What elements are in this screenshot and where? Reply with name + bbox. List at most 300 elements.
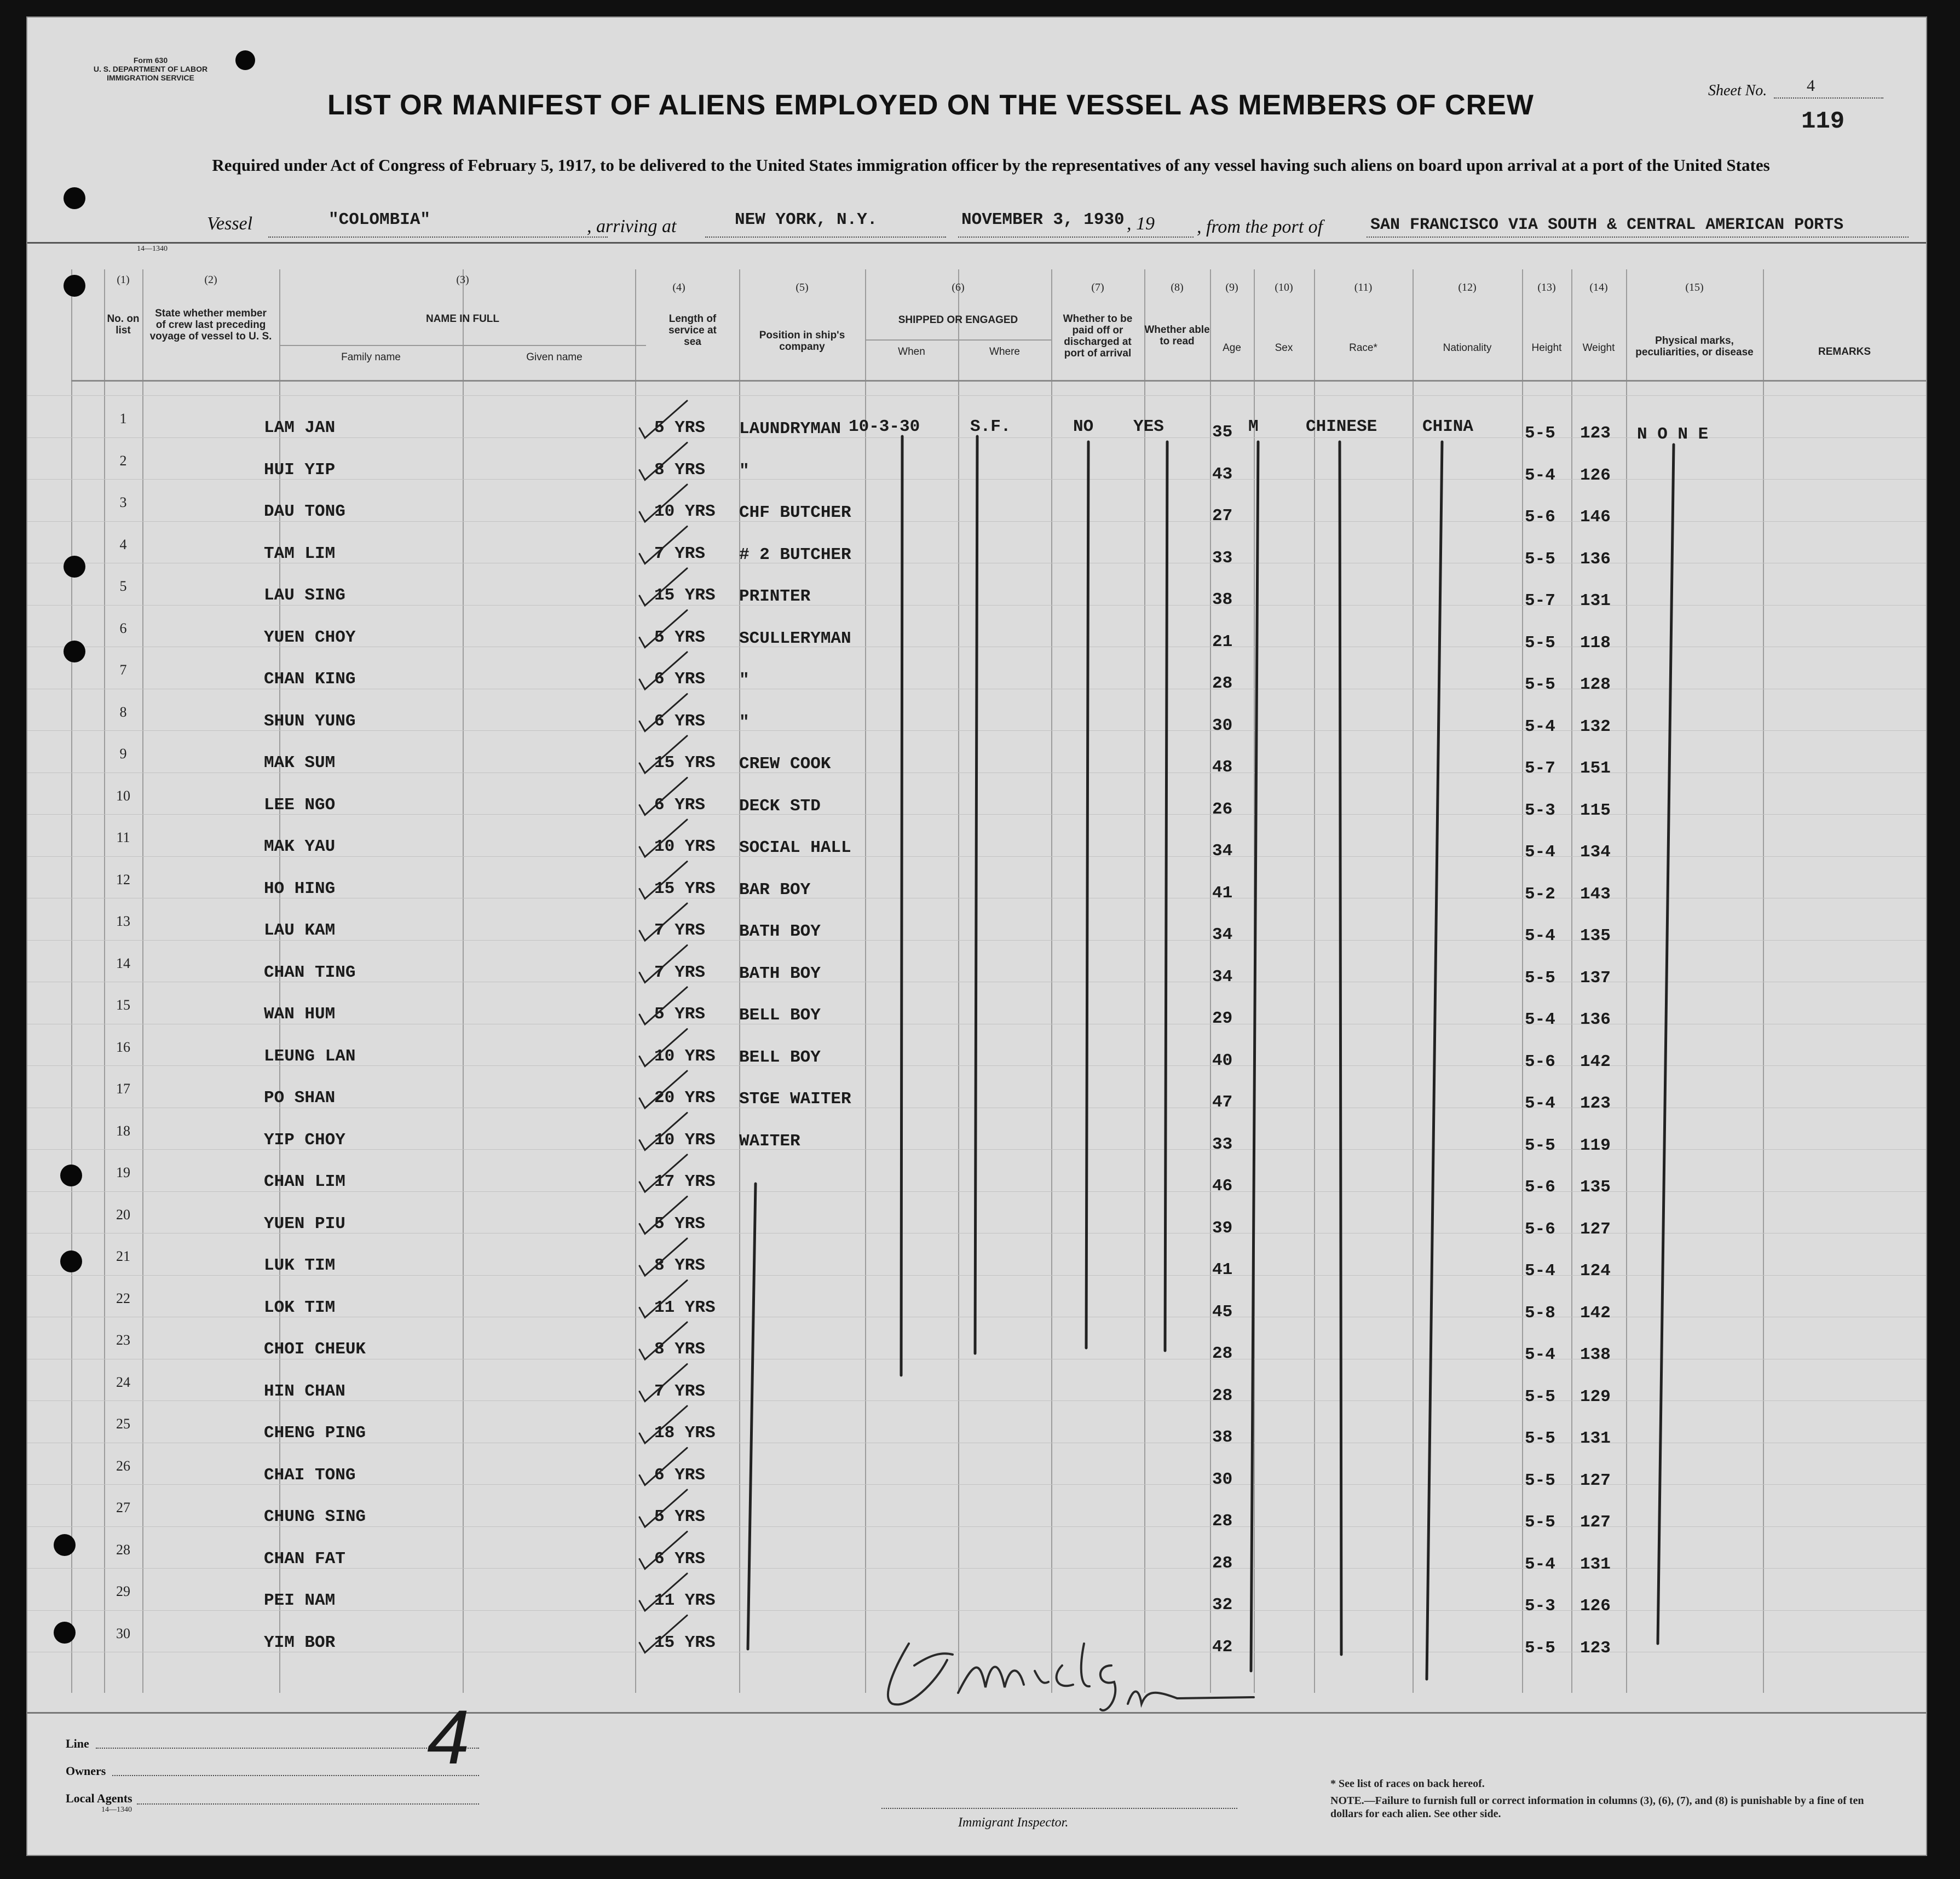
col-10-num: (10) xyxy=(1275,281,1293,293)
family-name: TAM LIM xyxy=(264,544,336,563)
col-15-num: (15) xyxy=(1685,281,1704,293)
height-value: 5-7 xyxy=(1525,591,1555,610)
service-length: 8 YRS xyxy=(654,1340,706,1359)
height-value: 5-5 xyxy=(1525,633,1555,653)
row-number: 8 xyxy=(119,704,127,720)
row-number: 6 xyxy=(119,620,127,636)
family-name: CHAN LIM xyxy=(264,1172,345,1191)
age-value: 42 xyxy=(1212,1637,1233,1657)
check-mark xyxy=(639,527,687,564)
age-value: 30 xyxy=(1212,716,1233,735)
form-number: Form 630 xyxy=(133,56,168,65)
service-length: 6 YRS xyxy=(654,711,706,731)
height-value: 5-4 xyxy=(1525,1345,1555,1364)
line-label: Line xyxy=(66,1737,89,1750)
binder-hole xyxy=(60,1250,82,1272)
row-number: 4 xyxy=(119,536,127,552)
row-number: 11 xyxy=(116,829,130,845)
service-length: 11 YRS xyxy=(654,1298,716,1317)
age-value: 43 xyxy=(1212,464,1233,484)
handwritten-number: 4 xyxy=(427,1694,470,1780)
col-11-num: (11) xyxy=(1354,281,1373,293)
service-length: 10 YRS xyxy=(654,1046,716,1066)
age-value: 38 xyxy=(1212,590,1233,609)
age-value: 45 xyxy=(1212,1302,1233,1322)
row-number: 30 xyxy=(116,1625,130,1641)
binder-hole xyxy=(64,275,85,297)
weight-value: 127 xyxy=(1580,1219,1611,1239)
check-mark xyxy=(639,1197,687,1234)
age-value: 28 xyxy=(1212,1553,1233,1573)
check-mark xyxy=(639,1071,687,1108)
family-name: MAK YAU xyxy=(264,837,336,856)
ship-position: " xyxy=(739,671,750,690)
col-12-num: (12) xyxy=(1458,281,1477,293)
col-3-header: NAME IN FULL xyxy=(425,313,500,325)
service-length: 6 YRS xyxy=(654,1549,706,1569)
family-name: MAK SUM xyxy=(264,753,336,773)
row-number: 18 xyxy=(116,1122,130,1139)
ship-position: LAUNDRYMAN xyxy=(739,419,841,439)
check-mark xyxy=(639,1364,687,1402)
weight-value: 131 xyxy=(1580,591,1611,610)
row-number: 10 xyxy=(116,787,130,804)
row-number: 2 xyxy=(119,452,127,469)
check-mark xyxy=(639,987,687,1024)
binder-hole xyxy=(64,556,85,578)
height-value: 5-7 xyxy=(1525,759,1555,778)
col-7-num: (7) xyxy=(1091,281,1104,293)
check-mark xyxy=(639,1113,687,1150)
binder-hole xyxy=(60,1165,82,1186)
arrival-date: NOVEMBER 3, 1930 xyxy=(961,210,1125,229)
height-value: 5-3 xyxy=(1525,800,1555,820)
inspector-signature xyxy=(871,1622,1287,1731)
shipped-when: 10-3-30 xyxy=(849,417,920,436)
when-header: When xyxy=(898,346,925,358)
weight-value: 137 xyxy=(1580,968,1611,988)
weight-value: 126 xyxy=(1580,465,1611,485)
family-name: LAU SING xyxy=(264,586,345,605)
local-agents-label: Local Agents xyxy=(66,1791,132,1805)
row-number: 27 xyxy=(116,1500,130,1515)
height-value: 5-6 xyxy=(1525,1219,1555,1239)
col-3-num: (3) xyxy=(456,274,469,286)
col-15-header: Physical marks, peculiarities, or disease xyxy=(1635,335,1754,358)
check-mark xyxy=(639,946,687,983)
col-9-num: (9) xyxy=(1225,281,1238,293)
sheet-label: Sheet No. xyxy=(1708,82,1767,99)
row-number: 15 xyxy=(116,997,130,1013)
row-number: 29 xyxy=(116,1583,130,1599)
service-length: 18 YRS xyxy=(654,1423,716,1443)
row-number: 21 xyxy=(116,1248,130,1264)
service-length: 7 YRS xyxy=(654,921,706,940)
family-name: LAU KAM xyxy=(264,921,336,940)
service-length: 6 YRS xyxy=(654,795,706,815)
family-name: YUEN PIU xyxy=(264,1214,345,1234)
departure-port: SAN FRANCISCO VIA SOUTH & CENTRAL AMERICAN PORTS xyxy=(1370,216,1844,234)
remarks-header: REMARKS xyxy=(1818,346,1871,358)
check-mark xyxy=(639,1448,687,1485)
ship-position: CHF BUTCHER xyxy=(739,503,851,522)
service-length: 5 YRS xyxy=(654,627,706,647)
ship-position: PRINTER xyxy=(739,587,811,606)
col-12-header: Nationality xyxy=(1443,342,1492,354)
weight-value: 127 xyxy=(1580,1513,1611,1532)
height-value: 5-5 xyxy=(1525,1387,1555,1407)
age-value: 34 xyxy=(1212,967,1233,987)
page-title: LIST OR MANIFEST OF ALIENS EMPLOYED ON THE VESSEL AS MEMBERS OF CREW xyxy=(327,89,1534,121)
height-value: 5-4 xyxy=(1525,1554,1555,1574)
weight-value: 135 xyxy=(1580,926,1611,946)
col-13-header: Height xyxy=(1531,342,1562,354)
sheet-number: 4 xyxy=(1807,77,1815,95)
weight-value: 128 xyxy=(1580,675,1611,694)
row-number: 16 xyxy=(116,1039,130,1055)
height-value: 5-5 xyxy=(1525,549,1555,569)
service-length: 6 YRS xyxy=(654,1465,706,1485)
family-name: HUI YIP xyxy=(264,460,336,480)
service-length: 11 YRS xyxy=(654,1591,716,1610)
height-value: 5-5 xyxy=(1525,1136,1555,1155)
age-value: 28 xyxy=(1212,1512,1233,1531)
weight-value: 142 xyxy=(1580,1303,1611,1323)
service-length: 5 YRS xyxy=(654,1214,706,1234)
col-5-header: Position in ship's company xyxy=(759,330,845,353)
age-value: 40 xyxy=(1212,1051,1233,1070)
row-number: 23 xyxy=(116,1332,130,1348)
binder-hole xyxy=(54,1534,76,1556)
check-mark xyxy=(639,820,687,857)
height-value: 5-6 xyxy=(1525,1178,1555,1197)
print-code: 14—1340 xyxy=(137,245,168,253)
ship-position: " xyxy=(739,712,750,732)
weight-value: 146 xyxy=(1580,508,1611,527)
service-length: 7 YRS xyxy=(654,544,706,563)
check-mark xyxy=(639,568,687,606)
col-8-header: Whether able to read xyxy=(1144,324,1210,347)
height-value: 5-5 xyxy=(1525,675,1555,694)
race-value: CHINESE xyxy=(1306,417,1377,436)
service-length: 7 YRS xyxy=(654,962,706,982)
age-value: 38 xyxy=(1212,1428,1233,1447)
weight-value: 142 xyxy=(1580,1052,1611,1071)
service-length: 10 YRS xyxy=(654,1130,716,1150)
age-value: 41 xyxy=(1212,883,1233,903)
check-mark xyxy=(639,443,687,480)
family-name: WAN HUM xyxy=(264,1005,336,1024)
row-number: 9 xyxy=(119,746,127,762)
age-value: 33 xyxy=(1212,548,1233,568)
check-mark xyxy=(639,1029,687,1067)
service-length: 15 YRS xyxy=(654,879,716,898)
check-mark xyxy=(639,1155,687,1192)
col-6-num: (6) xyxy=(952,281,965,293)
row-number: 7 xyxy=(119,662,127,678)
height-value: 5-4 xyxy=(1525,465,1555,485)
ship-position: BELL BOY xyxy=(739,1006,821,1025)
weight-value: 131 xyxy=(1580,1429,1611,1448)
ship-position: CREW COOK xyxy=(739,754,831,774)
height-value: 5-5 xyxy=(1525,1638,1555,1658)
family-name: LEE NGO xyxy=(264,795,336,815)
check-mark xyxy=(639,1532,687,1569)
weight-value: 132 xyxy=(1580,717,1611,736)
check-mark xyxy=(639,903,687,941)
service-length: 8 YRS xyxy=(654,1256,706,1275)
height-value: 5-3 xyxy=(1525,1596,1555,1616)
weight-value: 129 xyxy=(1580,1387,1611,1407)
vessel-name: "COLOMBIA" xyxy=(328,210,431,229)
height-value: 5-6 xyxy=(1525,508,1555,527)
age-value: 41 xyxy=(1212,1260,1233,1279)
ship-position: BATH BOY xyxy=(739,922,821,941)
age-value: 34 xyxy=(1212,841,1233,861)
row-number: 17 xyxy=(116,1081,130,1097)
family-name: SHUN YUNG xyxy=(264,711,356,731)
age-value: 33 xyxy=(1212,1134,1233,1154)
service-length: 7 YRS xyxy=(654,1381,706,1401)
height-value: 5-6 xyxy=(1525,1052,1555,1071)
service-length: 20 YRS xyxy=(654,1088,716,1108)
sheet-stamp: 119 xyxy=(1801,108,1845,135)
service-length: 6 YRS xyxy=(654,670,706,689)
family-name: YUEN CHOY xyxy=(264,627,356,647)
check-mark xyxy=(639,610,687,648)
age-value: 28 xyxy=(1212,674,1233,693)
service-length: 10 YRS xyxy=(654,502,716,521)
row-number: 22 xyxy=(116,1290,130,1306)
page-subtitle: Required under Act of Congress of February 5, 1917, to be delivered to the United States immigration officer by the representatives of any vessel having such aliens on board upon arrival at a port of the United States xyxy=(212,155,1770,175)
crew-table xyxy=(27,253,1926,1720)
family-name: CHAN TING xyxy=(264,962,356,982)
row-number: 24 xyxy=(116,1374,130,1390)
height-value: 5-8 xyxy=(1525,1303,1555,1323)
height-value: 5-5 xyxy=(1525,968,1555,988)
height-value: 5-4 xyxy=(1525,717,1555,736)
family-name: CHAN KING xyxy=(264,670,356,689)
col-14-header: Weight xyxy=(1582,342,1615,354)
family-name: PO SHAN xyxy=(264,1088,336,1108)
where-header: Where xyxy=(989,346,1020,358)
row-number: 25 xyxy=(116,1416,130,1432)
weight-value: 119 xyxy=(1580,1136,1611,1155)
weight-value: 123 xyxy=(1580,1094,1611,1113)
family-name: YIP CHOY xyxy=(264,1130,345,1150)
service-name: IMMIGRATION SERVICE xyxy=(107,73,194,82)
age-value: 46 xyxy=(1212,1177,1233,1196)
check-mark xyxy=(639,1573,687,1611)
shipped-where: S.F. xyxy=(970,417,1011,436)
height-value: 5-4 xyxy=(1525,926,1555,946)
check-mark xyxy=(639,862,687,899)
col-14-num: (14) xyxy=(1589,281,1608,293)
age-value: 28 xyxy=(1212,1344,1233,1363)
form-corner xyxy=(77,56,224,82)
service-length: 10 YRS xyxy=(654,837,716,856)
ship-position: # 2 BUTCHER xyxy=(739,545,851,564)
age-value: 27 xyxy=(1212,506,1233,526)
row-number: 3 xyxy=(119,494,127,510)
family-name: LOK TIM xyxy=(264,1298,336,1317)
service-length: 8 YRS xyxy=(654,460,706,480)
agents-code: 14—1340 xyxy=(101,1806,132,1814)
arriving-label: , arriving at xyxy=(587,216,677,237)
height-value: 5-5 xyxy=(1525,1471,1555,1490)
check-mark xyxy=(639,694,687,731)
col-4-header: Length of service at sea xyxy=(668,313,717,348)
height-value: 5-5 xyxy=(1525,1429,1555,1448)
col-9-header: Age xyxy=(1223,342,1241,354)
binder-hole xyxy=(54,1622,76,1644)
weight-value: 136 xyxy=(1580,1010,1611,1029)
weight-value: 151 xyxy=(1580,759,1611,778)
nationality-value: CHINA xyxy=(1422,417,1474,436)
ship-position: SOCIAL HALL xyxy=(739,838,851,857)
weight-value: 123 xyxy=(1580,424,1611,443)
col-1-header: No. on list xyxy=(107,313,140,336)
row-number: 14 xyxy=(116,955,130,971)
weight-value: 136 xyxy=(1580,549,1611,569)
year-label: , 19 xyxy=(1127,214,1155,234)
col-2-header: State whether member of crew last preceding voyage of vessel to U. S. xyxy=(149,308,272,342)
inspector-label: Immigrant Inspector. xyxy=(958,1815,1069,1830)
col-4-num: (4) xyxy=(672,281,685,293)
age-value: 34 xyxy=(1212,925,1233,944)
family-name: HIN CHAN xyxy=(264,1381,345,1401)
row-number: 5 xyxy=(119,578,127,594)
ship-position: BAR BOY xyxy=(739,880,811,900)
ship-position: BATH BOY xyxy=(739,964,821,983)
family-name: HO HING xyxy=(264,879,336,898)
age-value: 47 xyxy=(1212,1093,1233,1112)
service-length: 15 YRS xyxy=(654,753,716,773)
row-number: 26 xyxy=(116,1457,130,1474)
col-5-num: (5) xyxy=(795,281,809,293)
weight-value: 115 xyxy=(1580,800,1611,820)
row-number: 20 xyxy=(116,1206,130,1223)
given-name-header: Given name xyxy=(526,351,583,363)
family-name: PEI NAM xyxy=(264,1591,336,1610)
weight-value: 131 xyxy=(1580,1554,1611,1574)
family-name-header: Family name xyxy=(341,351,401,363)
check-mark xyxy=(639,401,687,438)
height-value: 5-2 xyxy=(1525,884,1555,904)
family-name: LAM JAN xyxy=(264,418,336,437)
ship-position: SCULLERYMAN xyxy=(739,629,851,648)
row-number: 28 xyxy=(116,1541,130,1558)
row-number: 12 xyxy=(116,871,130,887)
age-value: 32 xyxy=(1212,1595,1233,1615)
sex-value: M xyxy=(1248,417,1259,436)
age-value: 29 xyxy=(1212,1009,1233,1028)
arriving-port: NEW YORK, N.Y. xyxy=(735,210,878,229)
manifest-sheet xyxy=(26,16,1927,1856)
binder-hole xyxy=(235,50,255,70)
check-mark xyxy=(639,778,687,815)
service-length: 5 YRS xyxy=(654,1005,706,1024)
ship-position: " xyxy=(739,461,750,481)
height-value: 5-5 xyxy=(1525,424,1555,443)
vessel-label: Vessel xyxy=(207,214,253,234)
penalty-note: NOTE.—Failure to furnish full or correct information in columns (3), (6), (7), and (8) is punishable by a fine of ten dollars for each alien. See other side. xyxy=(1330,1795,1864,1820)
col-11-header: Race* xyxy=(1349,342,1377,354)
col-2-num: (2) xyxy=(204,274,217,286)
weight-value: 123 xyxy=(1580,1638,1611,1658)
col-6-header: SHIPPED OR ENGAGED xyxy=(898,314,1018,326)
ship-position: BELL BOY xyxy=(739,1047,821,1067)
col-8-num: (8) xyxy=(1171,281,1184,293)
height-value: 5-4 xyxy=(1525,1094,1555,1113)
height-value: 5-4 xyxy=(1525,843,1555,862)
age-value: 28 xyxy=(1212,1386,1233,1405)
ship-position: DECK STD xyxy=(739,796,821,816)
age-value: 35 xyxy=(1212,423,1233,442)
service-length: 5 YRS xyxy=(654,418,706,437)
check-mark xyxy=(639,485,687,522)
col-1-num: (1) xyxy=(117,274,130,286)
physical-marks-value: N O N E xyxy=(1637,425,1709,444)
row-number: 1 xyxy=(119,411,127,426)
service-length: 5 YRS xyxy=(654,1507,706,1526)
check-mark xyxy=(639,1616,687,1653)
weight-value: 124 xyxy=(1580,1261,1611,1281)
col-10-header: Sex xyxy=(1275,342,1293,354)
family-name: LUK TIM xyxy=(264,1256,336,1275)
age-value: 26 xyxy=(1212,799,1233,819)
age-value: 48 xyxy=(1212,758,1233,777)
paid-off-value: NO xyxy=(1073,417,1094,436)
able-to-read-value: YES xyxy=(1133,417,1164,436)
from-label: , from the port of xyxy=(1197,217,1323,237)
family-name: CHENG PING xyxy=(264,1423,366,1443)
check-mark xyxy=(639,1238,687,1276)
check-mark xyxy=(639,1406,687,1443)
service-length: 15 YRS xyxy=(654,586,716,605)
ship-position: STGE WAITER xyxy=(739,1090,851,1109)
row-number: 13 xyxy=(116,913,130,929)
check-mark xyxy=(639,652,687,689)
age-value: 39 xyxy=(1212,1218,1233,1238)
ditto-lines xyxy=(27,253,1926,1720)
family-name: CHAN FAT xyxy=(264,1549,345,1569)
height-value: 5-4 xyxy=(1525,1010,1555,1029)
weight-value: 126 xyxy=(1580,1596,1611,1616)
age-value: 30 xyxy=(1212,1469,1233,1489)
height-value: 5-4 xyxy=(1525,1261,1555,1281)
weight-value: 127 xyxy=(1580,1471,1611,1490)
check-mark xyxy=(639,1281,687,1318)
check-mark xyxy=(639,1490,687,1527)
owners-label: Owners xyxy=(66,1764,106,1778)
family-name: CHOI CHEUK xyxy=(264,1340,366,1359)
weight-value: 143 xyxy=(1580,884,1611,904)
family-name: DAU TONG xyxy=(264,502,345,521)
service-length: 17 YRS xyxy=(654,1172,716,1191)
race-note: * See list of races on back hereof. xyxy=(1330,1778,1485,1790)
col-7-header: Whether to be paid off or discharged at port of arrival xyxy=(1063,313,1133,359)
department-name: U. S. DEPARTMENT OF LABOR xyxy=(93,65,208,73)
family-name: YIM BOR xyxy=(264,1633,336,1652)
age-value: 21 xyxy=(1212,632,1233,652)
family-name: LEUNG LAN xyxy=(264,1046,356,1066)
weight-value: 134 xyxy=(1580,843,1611,862)
weight-value: 118 xyxy=(1580,633,1611,653)
height-value: 5-5 xyxy=(1525,1513,1555,1532)
check-mark xyxy=(639,736,687,773)
weight-value: 135 xyxy=(1580,1178,1611,1197)
